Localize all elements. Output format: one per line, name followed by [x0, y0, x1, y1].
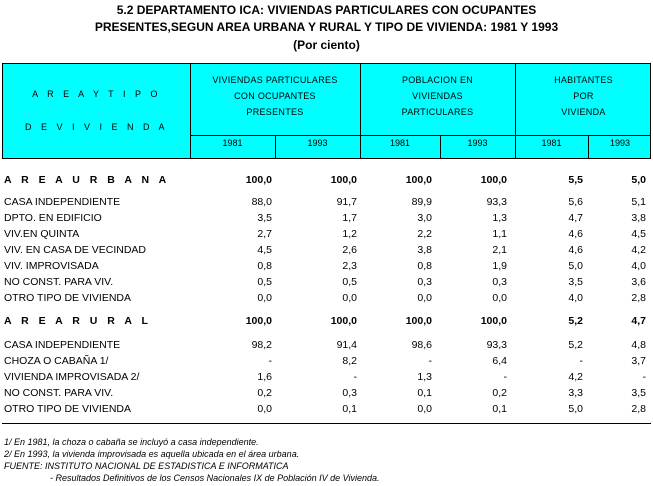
row-value: 4,2: [568, 371, 583, 383]
table-row: [0, 402, 653, 418]
table-row: [0, 173, 653, 189]
row-value: 3,6: [631, 276, 646, 288]
header-text: HABITANTES: [554, 75, 613, 85]
row-value: 100,0: [405, 315, 432, 327]
row-value: 5,0: [631, 174, 646, 186]
row-value: 3,8: [417, 244, 432, 256]
header-text: PARTICULARES: [401, 107, 474, 117]
row-value: 2,3: [342, 260, 357, 272]
row-value: 0,8: [417, 260, 432, 272]
row-value: 100,0: [480, 315, 507, 327]
table-title-line1: 5.2 DEPARTAMENTO ICA: VIVIENDAS PARTICULARES CON OCUPANTES: [116, 3, 537, 17]
row-value: 93,3: [486, 339, 507, 351]
row-value: 0,3: [342, 387, 357, 399]
row-value: 91,7: [336, 196, 357, 208]
year-header: 1981: [389, 138, 411, 148]
row-value: 5,5: [568, 174, 583, 186]
row-value: 3,5: [631, 387, 646, 399]
row-value: 4,7: [568, 212, 583, 224]
row-value: 5,2: [568, 339, 583, 351]
row-label: NO CONST. PARA VIV.: [4, 276, 114, 288]
row-value: 5,2: [568, 315, 583, 327]
row-value: 4,0: [568, 292, 583, 304]
row-value: 4,6: [568, 244, 583, 256]
row-value: 1,7: [342, 212, 357, 224]
table-row: [0, 354, 653, 370]
row-label: CASA INDEPENDIENTE: [4, 196, 121, 208]
source-detail: - Resultados Definitivos de los Censos Nacionales IX de Población IV de Vivienda.: [50, 473, 380, 483]
row-value: 1,2: [342, 228, 357, 240]
row-label: CASA INDEPENDIENTE: [4, 339, 121, 351]
row-label: VIV. IMPROVISADA: [4, 260, 99, 272]
row-label: A R E A R U R A L: [4, 315, 152, 327]
row-label: OTRO TIPO DE VIVIENDA: [4, 403, 131, 415]
row-value: 100,0: [330, 174, 357, 186]
row-value: 100,0: [405, 174, 432, 186]
row-value: 2,1: [492, 244, 507, 256]
table-row: [0, 275, 653, 291]
year-header: 1993: [467, 138, 488, 148]
row-value: 8,2: [342, 355, 357, 367]
row-value: 0,0: [417, 292, 432, 304]
header-text: POR: [573, 91, 594, 101]
table-title-line2: PRESENTES,SEGUN AREA URBANA Y RURAL Y TIPO DE VIVIENDA: 1981 Y 1993: [94, 20, 559, 34]
row-value: 3,7: [631, 355, 646, 367]
row-value: 0,0: [342, 292, 357, 304]
row-value: -: [503, 371, 507, 383]
row-value: 0,0: [257, 403, 272, 415]
row-value: 0,3: [492, 276, 507, 288]
row-value: 89,9: [411, 196, 432, 208]
row-label: A R E A U R B A N A: [4, 174, 170, 186]
row-value: 2,6: [342, 244, 357, 256]
year-header: 1981: [541, 138, 562, 148]
row-value: 3,8: [631, 212, 646, 224]
row-value: -: [642, 371, 646, 383]
footnote-2: 2/ En 1993, la vivienda improvisada es aquella ubicada en el área urbana.: [4, 449, 300, 459]
footnote-1: 1/ En 1981, la choza o cabaña se incluyó a casa independiente.: [4, 437, 259, 447]
row-label: DPTO. EN EDIFICIO: [4, 212, 102, 224]
source-note: FUENTE: INSTITUTO NACIONAL DE ESTADISTICA E INFORMATICA: [4, 461, 289, 471]
row-value: 1,3: [492, 212, 507, 224]
row-value: 0,0: [492, 292, 507, 304]
row-value: 0,1: [492, 403, 507, 415]
row-value: 98,2: [251, 339, 272, 351]
row-value: 1,6: [257, 371, 272, 383]
row-label: VIV. EN CASA DE VECINDAD: [4, 244, 146, 256]
row-value: 0,5: [257, 276, 272, 288]
row-value: 2,8: [631, 292, 646, 304]
row-value: 0,2: [492, 387, 507, 399]
row-value: 1,1: [492, 228, 507, 240]
row-value: -: [428, 355, 432, 367]
row-value: 2,7: [257, 228, 272, 240]
header-group-viviendas: [190, 72, 360, 120]
row-value: 91,4: [336, 339, 357, 351]
table-row: [0, 243, 653, 259]
table-row: [0, 314, 653, 330]
header-group-habitantes: [515, 72, 652, 120]
row-value: 4,7: [631, 315, 646, 327]
row-value: 4,2: [631, 244, 646, 256]
row-label: VIV.EN QUINTA: [4, 228, 80, 240]
row-value: -: [579, 355, 583, 367]
row-value: 5,0: [568, 403, 583, 415]
row-value: 0,8: [257, 260, 272, 272]
row-value: 4,8: [631, 339, 646, 351]
table-row: [0, 211, 653, 227]
row-value: 93,3: [486, 196, 507, 208]
year-header: 1993: [307, 138, 328, 148]
table-row: [0, 227, 653, 243]
year-header: 1981: [222, 138, 243, 148]
row-value: 2,2: [417, 228, 432, 240]
row-value: 5,0: [568, 260, 583, 272]
row-value: 4,5: [257, 244, 272, 256]
header-text: PRESENTES: [246, 107, 304, 117]
table-row: [0, 195, 653, 211]
table-header: [2, 63, 651, 159]
header-text: VIVIENDA: [561, 107, 606, 117]
row-value: 0,0: [257, 292, 272, 304]
row-value: 100,0: [245, 315, 272, 327]
row-label: CHOZA O CABAÑA 1/: [4, 355, 109, 367]
row-value: 0,3: [417, 276, 432, 288]
table-row: [0, 370, 653, 386]
row-value: 100,0: [330, 315, 357, 327]
row-value: 5,1: [631, 196, 646, 208]
header-group-poblacion: [360, 72, 515, 120]
row-label: VIVIENDA IMPROVISADA 2/: [4, 371, 140, 383]
table-bottom-rule: [2, 423, 651, 424]
row-value: -: [353, 371, 357, 383]
row-label: OTRO TIPO DE VIVIENDA: [4, 292, 131, 304]
row-value: 0,5: [342, 276, 357, 288]
table-units: (Por ciento): [293, 38, 360, 52]
year-header: 1993: [609, 138, 631, 148]
row-value: 3,0: [417, 212, 432, 224]
header-area-tipo: A R E A Y T I P O: [32, 89, 161, 99]
row-value: 0,0: [417, 403, 432, 415]
header-text: POBLACION EN: [401, 75, 474, 85]
row-value: 6,4: [492, 355, 507, 367]
row-value: 3,3: [568, 387, 583, 399]
row-value: 0,1: [417, 387, 432, 399]
row-value: 4,0: [631, 260, 646, 272]
header-text: VIVIENDAS PARTICULARES: [212, 75, 338, 85]
row-label: NO CONST. PARA VIV.: [4, 387, 114, 399]
header-de-vivienda: D E V I V I E N D A: [24, 122, 169, 132]
row-value: 4,5: [631, 228, 646, 240]
row-value: 100,0: [245, 174, 272, 186]
table-row: [0, 386, 653, 402]
row-value: 3,5: [568, 276, 583, 288]
table-row: [0, 259, 653, 275]
row-value: 100,0: [480, 174, 507, 186]
header-text: VIVIENDAS: [412, 91, 463, 101]
table-row: [0, 291, 653, 307]
row-value: 1,9: [492, 260, 507, 272]
row-value: 98,6: [411, 339, 432, 351]
row-value: 2,8: [631, 403, 646, 415]
row-value: 4,6: [568, 228, 583, 240]
row-value: 0,1: [342, 403, 357, 415]
row-value: 1,3: [417, 371, 432, 383]
row-value: 0,2: [257, 387, 272, 399]
row-value: -: [268, 355, 272, 367]
row-value: 88,0: [251, 196, 272, 208]
row-value: 3,5: [257, 212, 272, 224]
header-year-separator: [190, 135, 650, 136]
table-row: [0, 338, 653, 354]
header-text: CON OCUPANTES: [234, 91, 316, 101]
row-value: 5,6: [568, 196, 583, 208]
